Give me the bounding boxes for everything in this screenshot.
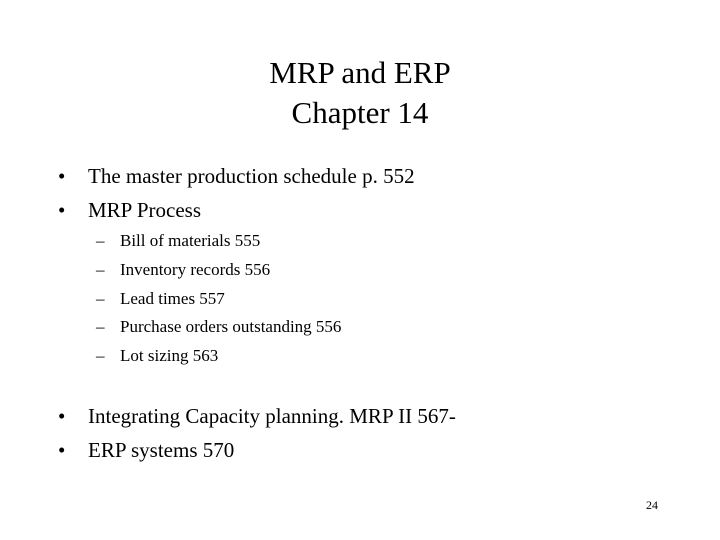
sub-bullet-list — [96, 227, 341, 371]
dash-marker: – — [96, 259, 105, 279]
sub-bullet-item — [96, 342, 341, 371]
bullet-item — [58, 159, 415, 193]
page-number: 24 — [646, 498, 658, 512]
bullet-item — [58, 433, 456, 467]
dash-marker: – — [96, 288, 105, 308]
sub-bullet-text: Purchase orders outstanding 556 — [120, 317, 342, 337]
bullet-item — [58, 399, 456, 433]
dash-marker: – — [96, 231, 105, 250]
sub-bullet-item — [96, 227, 341, 256]
bullet-text: The master production schedule p. 552 — [88, 164, 415, 188]
bullet-marker: • — [58, 404, 66, 428]
sub-bullet-item — [96, 285, 341, 314]
sub-bullet-item — [96, 313, 341, 342]
sub-bullet-item — [96, 256, 341, 285]
bullet-text: ERP systems 570 — [88, 438, 235, 462]
bullet-marker: • — [58, 438, 66, 462]
bullet-list-top — [58, 159, 415, 227]
sub-bullet-text: Inventory records 556 — [120, 259, 271, 279]
bullet-marker: • — [58, 198, 66, 222]
dash-marker: – — [96, 317, 105, 337]
dash-marker: – — [96, 346, 105, 366]
slide-title — [0, 53, 720, 133]
bullet-marker: • — [58, 164, 66, 188]
bullet-text: Integrating Capacity planning. MRP II 567- — [88, 404, 456, 428]
title-line-1: MRP and ERP — [269, 55, 451, 90]
sub-bullet-text: Bill of materials 555 — [120, 231, 261, 250]
bullet-text: MRP Process — [88, 198, 201, 222]
bullet-item — [58, 193, 415, 227]
title-line-2: Chapter 14 — [291, 95, 429, 130]
sub-bullet-text: Lead times 557 — [120, 288, 225, 308]
sub-bullet-text: Lot sizing 563 — [120, 346, 219, 366]
bullet-list-bottom — [58, 399, 456, 467]
